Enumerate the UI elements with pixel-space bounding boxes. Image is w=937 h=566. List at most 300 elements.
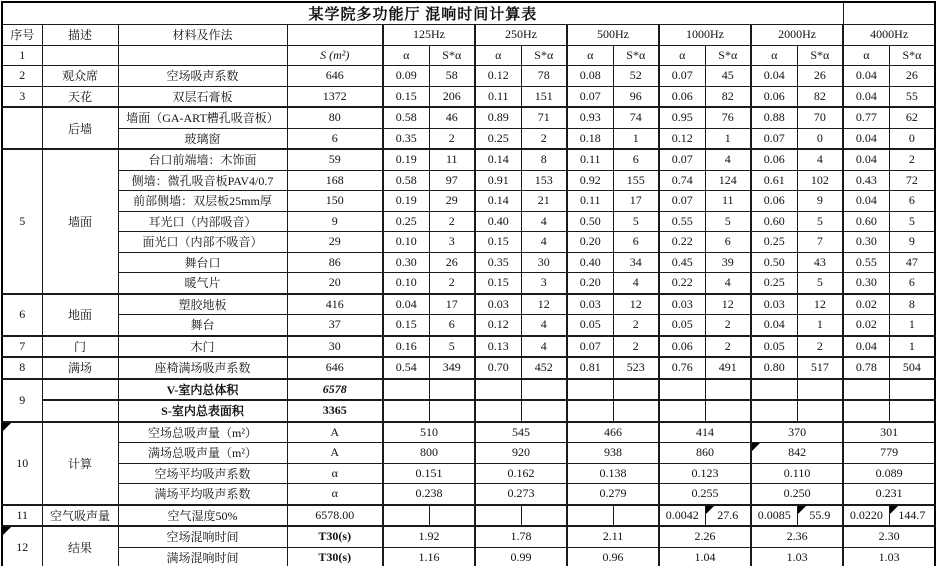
cell-text: 0.06 xyxy=(671,338,693,353)
table-cell xyxy=(521,252,567,273)
material-cell xyxy=(118,443,287,464)
table-cell xyxy=(659,505,705,527)
cell-text: 45 xyxy=(721,68,734,83)
table-cell xyxy=(613,86,659,107)
s-cell xyxy=(287,379,383,401)
cell-text: 0.10 xyxy=(395,275,417,290)
s-cell xyxy=(287,232,383,253)
material-cell xyxy=(118,232,287,253)
cell-text: 木门 xyxy=(190,339,215,354)
cell-text: 墙面（GA-ART槽孔吸音板） xyxy=(126,111,279,126)
cell-text: 11 xyxy=(721,193,734,208)
table-cell xyxy=(843,252,889,273)
cell-text: 0.03 xyxy=(487,296,509,311)
cell-text: 0.40 xyxy=(579,254,601,269)
alpha-header xyxy=(659,45,705,66)
table-cell xyxy=(521,357,567,379)
cell-text: 74 xyxy=(629,110,642,125)
cell-text: 491 xyxy=(718,360,737,375)
cell-text: 0.22 xyxy=(671,234,693,249)
table-cell xyxy=(705,191,751,212)
s-alpha-header xyxy=(797,45,843,66)
table-cell xyxy=(797,294,843,315)
cell-text: 12 xyxy=(16,539,29,554)
s-cell xyxy=(287,357,383,379)
table-cell xyxy=(429,294,475,315)
table-cell xyxy=(613,273,659,294)
desc-cell xyxy=(42,107,118,149)
cell-text: 250Hz xyxy=(505,27,537,42)
cell-text: α xyxy=(771,47,778,62)
table-cell xyxy=(797,128,843,149)
table-cell xyxy=(843,232,889,253)
material-cell xyxy=(118,128,287,149)
table-cell xyxy=(751,232,797,253)
table-cell xyxy=(567,400,613,422)
material-cell xyxy=(118,357,287,379)
table-cell xyxy=(797,86,843,107)
cell-text: S (m²) xyxy=(320,47,350,62)
table-cell xyxy=(843,547,935,566)
material-cell xyxy=(118,400,287,422)
material-cell xyxy=(118,86,287,107)
material-cell xyxy=(118,107,287,128)
freq-header-500 xyxy=(567,25,659,46)
s-cell xyxy=(287,86,383,107)
table-cell xyxy=(889,273,935,294)
table-cell xyxy=(475,252,521,273)
seq-cell xyxy=(2,149,42,294)
cell-text: 0.07 xyxy=(671,68,693,83)
cell-text: 70 xyxy=(813,110,826,125)
cell-text: 0.20 xyxy=(579,275,601,290)
table-cell xyxy=(843,66,889,87)
cell-text: 0.11 xyxy=(579,152,601,167)
cell-text: 0.76 xyxy=(671,360,693,375)
seq-cell xyxy=(2,107,42,149)
cell-text: 2 xyxy=(19,68,26,83)
table-cell xyxy=(751,294,797,315)
cell-text: 2.36 xyxy=(786,529,808,544)
cell-text: 349 xyxy=(442,360,461,375)
cell-text: 0.05 xyxy=(671,317,693,332)
table-cell xyxy=(567,170,613,191)
cell-text: 2 xyxy=(908,152,915,167)
cell-text: 前部侧墙：双层板25mm厚 xyxy=(133,194,272,209)
desc-cell xyxy=(42,379,118,401)
s-cell xyxy=(287,547,383,566)
cell-text: 0.14 xyxy=(487,152,509,167)
table-cell xyxy=(751,505,797,527)
table-cell xyxy=(889,191,935,212)
table-cell xyxy=(659,357,705,379)
table-cell xyxy=(889,315,935,336)
table-cell xyxy=(383,336,429,358)
cell-text: 门 xyxy=(73,339,86,354)
cell-text: 370 xyxy=(788,424,807,439)
table-cell xyxy=(889,336,935,358)
table-cell xyxy=(797,211,843,232)
table-cell xyxy=(751,400,797,422)
material-cell xyxy=(118,484,287,505)
cell-text: 0.0042 xyxy=(665,507,699,522)
cell-text: 0.07 xyxy=(579,88,601,103)
material-cell xyxy=(118,66,287,87)
s-cell xyxy=(287,315,383,336)
table-cell xyxy=(797,170,843,191)
cell-text: 466 xyxy=(604,424,622,439)
cell-text: 1 xyxy=(632,130,639,145)
cell-text: 0.11 xyxy=(579,193,601,208)
table-cell xyxy=(659,400,705,422)
cell-text: 646 xyxy=(325,68,344,83)
cell-text: 描述 xyxy=(67,28,92,43)
s-alpha-header xyxy=(889,45,935,66)
table-cell xyxy=(521,170,567,191)
cell-text: 0.250 xyxy=(783,486,811,501)
cell-text: 0.89 xyxy=(487,110,509,125)
table-cell xyxy=(751,149,797,170)
table-cell xyxy=(659,211,705,232)
cell-text: 6578 xyxy=(322,381,347,396)
cell-text: 504 xyxy=(902,360,921,375)
cell-text: 71 xyxy=(537,110,550,125)
s-cell xyxy=(287,484,383,505)
table-cell xyxy=(889,505,935,527)
cell-text: 6 xyxy=(724,234,731,249)
cell-text: 0.30 xyxy=(395,254,417,269)
col-header-material xyxy=(118,25,287,46)
table-cell xyxy=(383,547,475,566)
material-cell xyxy=(118,526,287,547)
cell-text: 1.92 xyxy=(418,529,440,544)
table-cell xyxy=(751,463,843,484)
cell-text: 空场总吸声量（m²） xyxy=(148,425,257,440)
table-cell xyxy=(705,170,751,191)
table-cell xyxy=(659,336,705,358)
table-cell xyxy=(751,211,797,232)
seq-cell xyxy=(2,357,42,379)
cell-text: 0.06 xyxy=(763,193,785,208)
desc-cell xyxy=(42,526,118,566)
freq-header-125 xyxy=(383,25,475,46)
s-cell xyxy=(287,252,383,273)
table-cell xyxy=(843,170,889,191)
table-cell xyxy=(889,86,935,107)
freq-header-250 xyxy=(475,25,567,46)
table-cell xyxy=(751,443,843,464)
table-cell xyxy=(475,505,521,527)
cell-text: 6 xyxy=(908,275,915,290)
cell-text: 12 xyxy=(813,296,826,311)
cell-text: T30(s) xyxy=(318,549,352,564)
cell-text: 0.12 xyxy=(487,68,509,83)
cell-text: 9 xyxy=(19,392,26,407)
table-cell xyxy=(889,149,935,170)
table-cell xyxy=(429,315,475,336)
material-cell xyxy=(118,379,287,401)
cell-text: 0.04 xyxy=(855,338,877,353)
cell-text: 0 xyxy=(908,130,915,145)
cell-text: α xyxy=(863,47,870,62)
cell-text: 5 xyxy=(816,213,823,228)
cell-text: S*α xyxy=(442,47,462,62)
table-cell xyxy=(429,211,475,232)
table-cell xyxy=(429,273,475,294)
cell-text: 500Hz xyxy=(597,27,629,42)
cell-text: 0.02 xyxy=(855,296,877,311)
cell-text: 座椅满场吸声系数 xyxy=(154,361,251,376)
table-cell xyxy=(475,128,521,149)
cell-text: 12 xyxy=(721,296,734,311)
seq-cell xyxy=(2,45,42,66)
cell-text: 96 xyxy=(629,88,642,103)
cell-text: S*α xyxy=(534,47,554,62)
seq-cell xyxy=(2,294,42,336)
cell-text: 4 xyxy=(540,338,547,353)
cell-text: 0.61 xyxy=(763,172,785,187)
cell-text: 0.30 xyxy=(855,234,877,249)
cell-text: 920 xyxy=(512,445,530,460)
table-cell xyxy=(659,128,705,149)
table-cell xyxy=(889,107,935,128)
seq-cell xyxy=(2,66,42,87)
cell-text: 1.03 xyxy=(786,549,808,564)
cell-text: 0.55 xyxy=(855,254,877,269)
table-cell xyxy=(567,252,613,273)
s-cell xyxy=(287,149,383,170)
cell-text: 102 xyxy=(810,172,829,187)
table-cell xyxy=(613,315,659,336)
table-cell xyxy=(889,357,935,379)
table-cell xyxy=(521,232,567,253)
cell-text: 5 xyxy=(19,213,26,228)
cell-text: 0.58 xyxy=(395,172,417,187)
cell-text: 墙面 xyxy=(67,214,92,229)
cell-text: 301 xyxy=(880,424,899,439)
table-cell xyxy=(659,232,705,253)
table-cell xyxy=(521,505,567,527)
cell-text: 2 xyxy=(724,317,731,332)
cell-text: 12 xyxy=(629,296,642,311)
cell-text: 9 xyxy=(331,213,338,228)
calculation-sheet xyxy=(1,1,936,566)
table-cell xyxy=(751,547,843,566)
cell-text: 1.16 xyxy=(418,549,440,564)
cell-text: 1372 xyxy=(322,88,347,103)
table-cell xyxy=(751,252,797,273)
table-cell xyxy=(521,336,567,358)
table-cell xyxy=(705,505,751,527)
table-cell xyxy=(659,443,751,464)
cell-text: 1 xyxy=(19,47,26,62)
freq-header-2000 xyxy=(751,25,843,46)
cell-text: 59 xyxy=(328,152,341,167)
cell-text: α xyxy=(679,47,686,62)
table-cell xyxy=(613,252,659,273)
table-cell xyxy=(889,252,935,273)
cell-text: 0.16 xyxy=(395,338,417,353)
desc-cell xyxy=(42,422,118,505)
cell-text: 47 xyxy=(905,254,918,269)
cell-text: S*α xyxy=(718,47,738,62)
table-cell xyxy=(843,422,935,443)
material-cell xyxy=(118,191,287,212)
table-cell xyxy=(383,191,429,212)
cell-text: 30 xyxy=(328,338,341,353)
cell-text: 2 xyxy=(816,338,823,353)
table-cell xyxy=(613,211,659,232)
material-cell xyxy=(118,45,287,66)
cell-text: 11 xyxy=(445,152,458,167)
cell-text: 2.30 xyxy=(878,529,900,544)
table-cell xyxy=(705,357,751,379)
table-cell xyxy=(429,128,475,149)
cell-text: 78 xyxy=(537,68,550,83)
table-cell xyxy=(567,273,613,294)
table-cell xyxy=(383,422,475,443)
cell-text: 0.238 xyxy=(415,486,443,501)
table-cell xyxy=(383,505,429,527)
material-cell xyxy=(118,211,287,232)
seq-cell xyxy=(2,526,42,566)
cell-text: 0.09 xyxy=(395,68,417,83)
cell-text: 416 xyxy=(325,296,344,311)
cell-text: 0.15 xyxy=(487,234,509,249)
s-cell xyxy=(287,107,383,128)
comment-marker-icon xyxy=(890,506,898,514)
table-cell xyxy=(383,211,429,232)
table-cell xyxy=(383,170,429,191)
desc-cell xyxy=(42,505,118,527)
table-cell xyxy=(889,211,935,232)
cell-text: 1.04 xyxy=(694,549,716,564)
table-cell xyxy=(383,443,475,464)
cell-text: 7 xyxy=(816,234,823,249)
cell-text: 8 xyxy=(540,152,547,167)
cell-text: 8 xyxy=(908,296,915,311)
table-cell xyxy=(751,357,797,379)
cell-text: 11 xyxy=(16,507,29,522)
table-cell xyxy=(889,400,935,422)
cell-text: 5 xyxy=(724,213,731,228)
table-cell xyxy=(383,252,429,273)
table-cell xyxy=(383,463,475,484)
table-cell xyxy=(613,107,659,128)
cell-text: 0.10 xyxy=(395,234,417,249)
cell-text: α xyxy=(587,47,594,62)
table-cell xyxy=(705,252,751,273)
material-cell xyxy=(118,149,287,170)
table-cell xyxy=(705,211,751,232)
material-cell xyxy=(118,547,287,566)
table-cell xyxy=(751,191,797,212)
table-cell xyxy=(475,484,567,505)
table-cell xyxy=(475,294,521,315)
table-cell xyxy=(383,232,429,253)
table-cell xyxy=(567,505,613,527)
cell-text: 26 xyxy=(813,68,826,83)
table-cell xyxy=(705,400,751,422)
table-cell xyxy=(705,315,751,336)
s-cell xyxy=(287,463,383,484)
cell-text: 0.40 xyxy=(487,213,509,228)
table-cell xyxy=(751,128,797,149)
cell-text: 0.03 xyxy=(671,296,693,311)
table-cell xyxy=(567,357,613,379)
cell-text: 0.06 xyxy=(763,152,785,167)
s-cell xyxy=(287,400,383,422)
table-cell xyxy=(383,128,429,149)
table-cell xyxy=(797,107,843,128)
cell-text: 21 xyxy=(537,193,550,208)
cell-text: 地面 xyxy=(67,308,92,322)
cell-text: 0.05 xyxy=(763,338,785,353)
table-cell xyxy=(383,86,429,107)
cell-text: 0.08 xyxy=(579,68,601,83)
cell-text: 0.138 xyxy=(599,465,627,480)
cell-text: 双层石膏板 xyxy=(172,89,233,104)
cell-text: 17 xyxy=(629,193,642,208)
table-cell xyxy=(659,547,751,566)
cell-text: 0.279 xyxy=(599,486,627,501)
cell-text: 5 xyxy=(908,213,915,228)
cell-text: 0.77 xyxy=(855,110,877,125)
table-cell xyxy=(567,211,613,232)
s-unit-header xyxy=(287,45,383,66)
cell-text: 0.22 xyxy=(671,275,693,290)
cell-text: 0.05 xyxy=(579,317,601,332)
table-cell xyxy=(521,400,567,422)
cell-text: 206 xyxy=(442,88,461,103)
cell-text: 1 xyxy=(908,338,915,353)
cell-text: 97 xyxy=(445,172,458,187)
table-cell xyxy=(889,66,935,87)
cell-text: 空场吸声系数 xyxy=(166,69,239,84)
cell-text: 0 xyxy=(816,130,823,145)
table-cell xyxy=(659,86,705,107)
material-cell xyxy=(118,252,287,273)
col-header-seq xyxy=(2,25,42,46)
cell-text: 0.273 xyxy=(507,486,535,501)
cell-text: 6 xyxy=(448,317,455,332)
table-cell xyxy=(797,505,843,527)
cell-text: 0.78 xyxy=(855,360,877,375)
cell-text: 34 xyxy=(629,254,642,269)
table-cell xyxy=(659,66,705,87)
table-cell xyxy=(797,273,843,294)
cell-text: 0.35 xyxy=(395,130,417,145)
table-cell xyxy=(429,505,475,527)
table-cell xyxy=(383,484,475,505)
cell-text: 842 xyxy=(788,445,807,460)
cell-text: 39 xyxy=(721,254,734,269)
table-cell xyxy=(843,86,889,107)
cell-text: 满场平均吸声系数 xyxy=(154,487,251,502)
cell-text: 0.19 xyxy=(395,152,417,167)
cell-text: 0.55 xyxy=(671,213,693,228)
cell-text: 0.04 xyxy=(855,193,877,208)
cell-text: 37 xyxy=(328,317,341,332)
seq-cell xyxy=(2,422,42,505)
desc-cell xyxy=(42,294,118,336)
col-header-desc xyxy=(42,25,118,46)
table-cell xyxy=(567,315,613,336)
table-cell xyxy=(613,66,659,87)
table-cell xyxy=(429,66,475,87)
cell-text: 8 xyxy=(19,360,26,375)
cell-text: 0.58 xyxy=(395,110,417,125)
